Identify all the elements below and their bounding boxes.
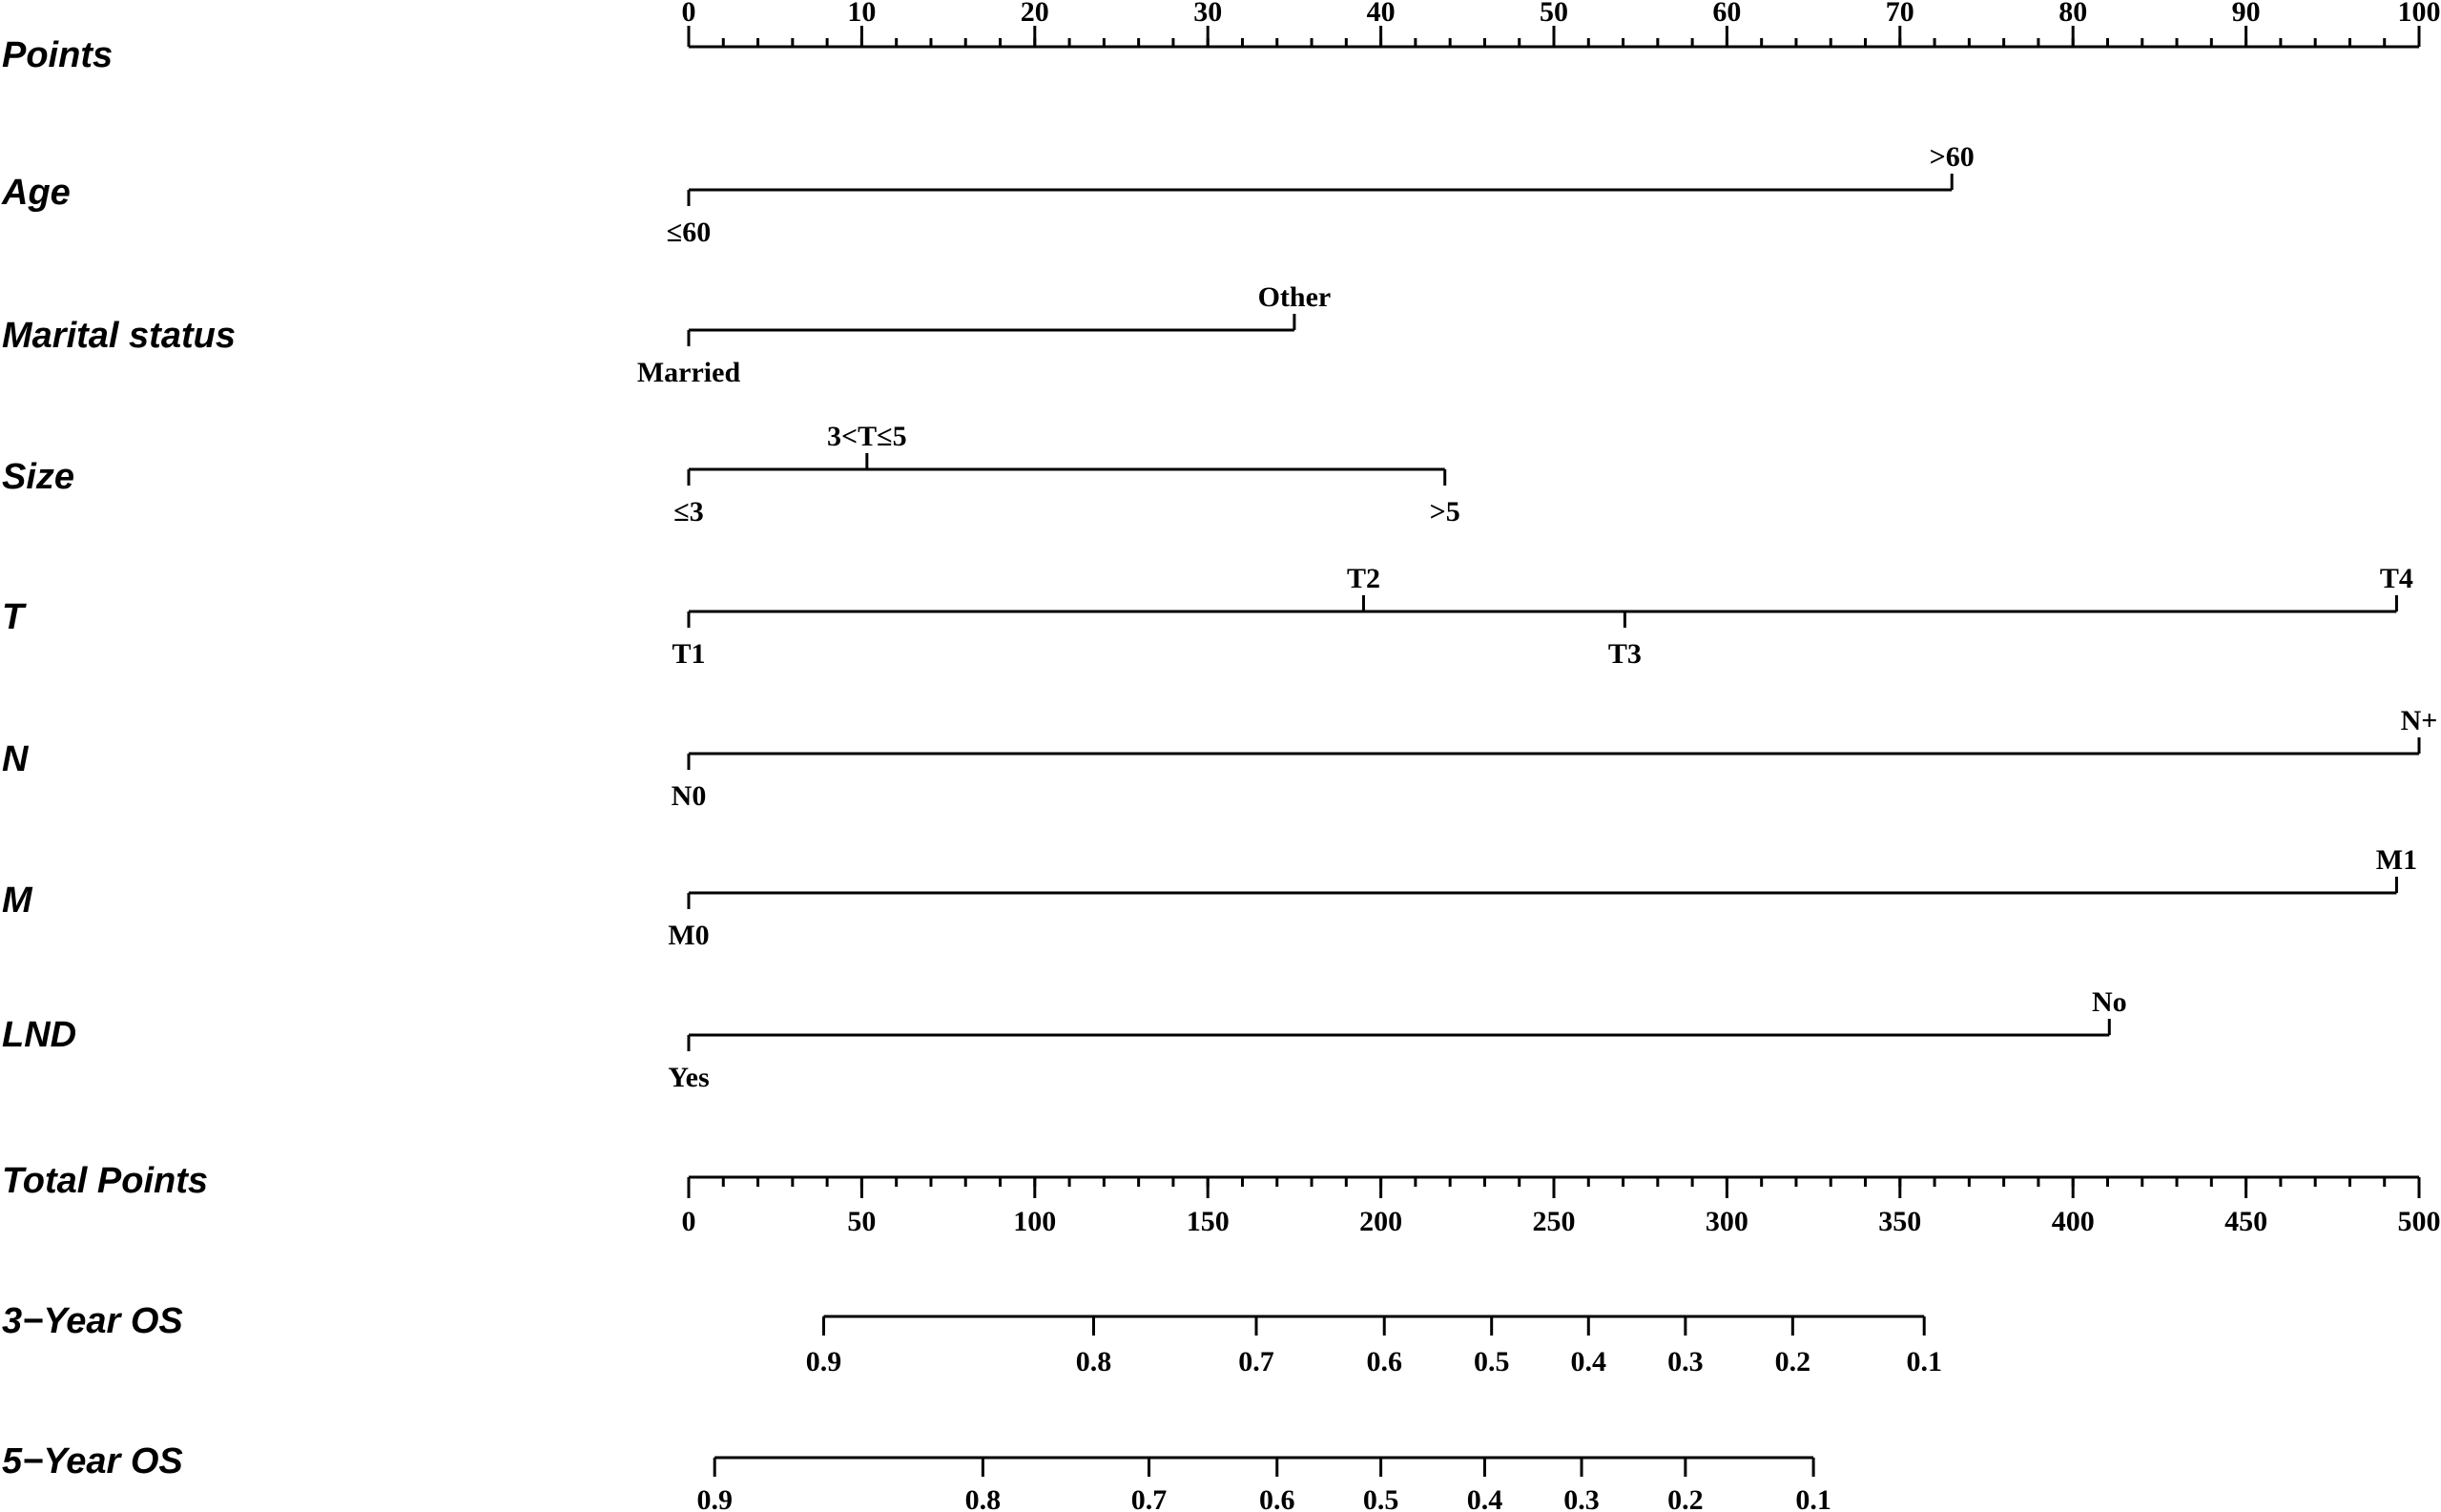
- os-3-year-tick-label: 0.4: [1570, 1346, 1607, 1377]
- m-level-label-m0: M0: [668, 920, 710, 951]
- size-row-label: Size: [2, 457, 75, 497]
- os-5-year-tick-label: 0.8: [964, 1484, 1002, 1512]
- points-tick-label: 20: [1020, 0, 1049, 28]
- os-5-year-tick-label: 0.1: [1795, 1484, 1831, 1512]
- points-row-label: Points: [2, 35, 114, 75]
- os-3-year-row-label: 3−Year OS: [2, 1301, 183, 1341]
- points-tick-label: 70: [1885, 0, 1914, 28]
- os-3-year-tick-label: 0.9: [805, 1346, 842, 1377]
- os-5-year-tick-label: 0.9: [696, 1484, 733, 1512]
- size-level-label-3: ≤3: [673, 496, 704, 528]
- os-3-year-tick-label: 0.5: [1473, 1346, 1510, 1377]
- os-3-year-tick-label: 0.6: [1366, 1346, 1402, 1377]
- total-points-tick-label: 400: [2051, 1206, 2095, 1237]
- marital-status-level-label-other: Other: [1257, 281, 1332, 313]
- points-tick-label: 30: [1193, 0, 1223, 28]
- points-tick-label: 50: [1540, 0, 1568, 28]
- points-tick-label: 0: [681, 0, 696, 28]
- os-3-year-tick-label: 0.7: [1238, 1346, 1274, 1377]
- age-level-label-60: >60: [1929, 141, 1975, 173]
- t-level-label-t2: T2: [1346, 563, 1380, 594]
- total-points-tick-label: 350: [1878, 1206, 1922, 1237]
- points-tick-label: 10: [847, 0, 877, 28]
- os-5-year-tick-label: 0.2: [1667, 1484, 1704, 1512]
- points-tick-label: 60: [1712, 0, 1742, 28]
- total-points-tick-label: 250: [1532, 1206, 1576, 1237]
- t-level-label-t3: T3: [1607, 638, 1642, 670]
- points-tick-label: 40: [1366, 0, 1396, 28]
- total-points-tick-label: 500: [2397, 1206, 2441, 1237]
- os-3-year-tick-label: 0.8: [1075, 1346, 1112, 1377]
- m-level-label-m1: M1: [2375, 844, 2418, 876]
- m-row-label: M: [2, 880, 32, 921]
- os-5-year-tick-label: 0.6: [1259, 1484, 1295, 1512]
- total-points-tick-label: 200: [1359, 1206, 1403, 1237]
- n-row-label: N: [2, 739, 29, 779]
- age-row-label: Age: [2, 173, 71, 213]
- os-3-year-tick-label: 0.3: [1667, 1346, 1704, 1377]
- total-points-row-label: Total Points: [2, 1161, 209, 1201]
- t-level-label-t1: T1: [672, 638, 706, 670]
- lnd-level-label-no: No: [2091, 986, 2127, 1018]
- size-level-label-5: >5: [1429, 496, 1460, 528]
- marital-status-level-label-married: Married: [636, 357, 741, 388]
- total-points-tick-label: 150: [1186, 1206, 1230, 1237]
- os-5-year-tick-label: 0.5: [1362, 1484, 1399, 1512]
- total-points-tick-label: 450: [2224, 1206, 2268, 1237]
- lnd-level-label-yes: Yes: [668, 1062, 710, 1093]
- points-tick-label: 90: [2231, 0, 2261, 28]
- t-level-label-t4: T4: [2379, 563, 2413, 594]
- total-points-tick-label: 50: [847, 1206, 877, 1237]
- n-level-label-n0: N0: [671, 780, 707, 812]
- age-level-label-60: ≤60: [666, 217, 712, 248]
- os-5-year-tick-label: 0.7: [1130, 1484, 1168, 1512]
- t-row-label: T: [2, 597, 25, 637]
- total-points-tick-label: 0: [681, 1206, 696, 1237]
- os-5-year-row-label: 5−Year OS: [2, 1441, 183, 1481]
- lnd-row-label: LND: [2, 1015, 77, 1055]
- marital-status-row-label: Marital status: [2, 316, 236, 356]
- points-tick-label: 80: [2058, 0, 2088, 28]
- n-level-label-n: N+: [2400, 705, 2438, 736]
- size-level-label-3-t-5: 3<T≤5: [827, 421, 907, 452]
- os-5-year-tick-label: 0.3: [1563, 1484, 1600, 1512]
- total-points-tick-label: 300: [1705, 1206, 1748, 1237]
- os-3-year-tick-label: 0.2: [1774, 1346, 1811, 1377]
- os-3-year-tick-label: 0.1: [1906, 1346, 1942, 1377]
- total-points-tick-label: 100: [1013, 1206, 1057, 1237]
- points-tick-label: 100: [2397, 0, 2441, 28]
- os-5-year-tick-label: 0.4: [1466, 1484, 1503, 1512]
